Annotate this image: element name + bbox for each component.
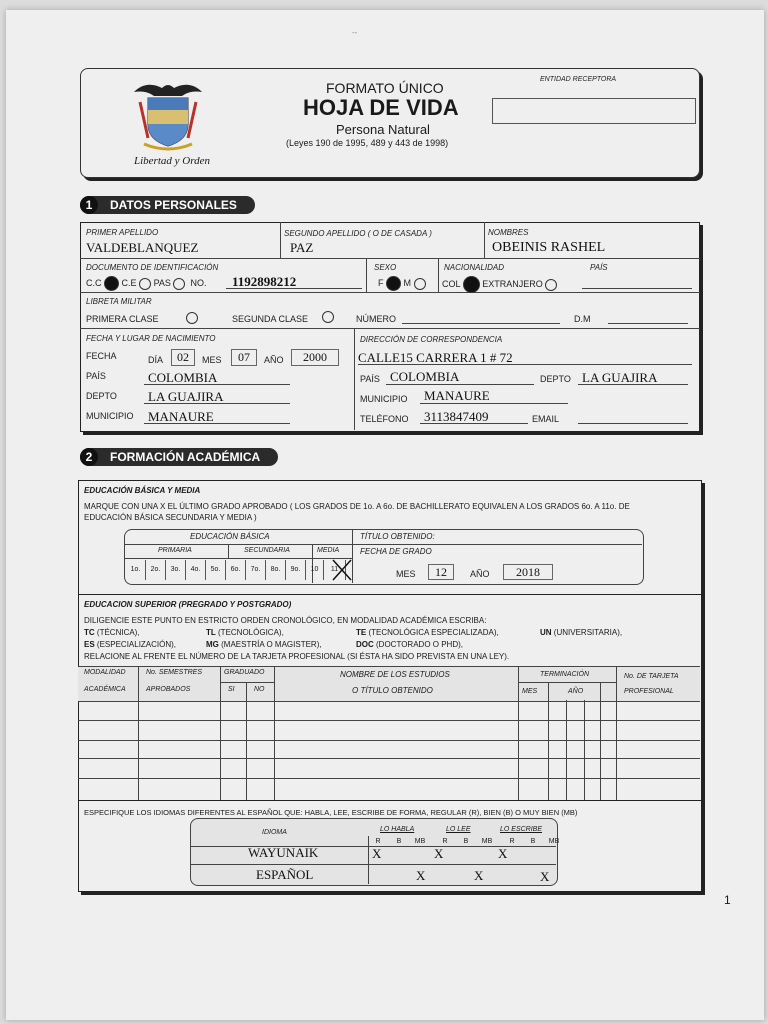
sexo-row [378, 276, 426, 291]
pais-value[interactable]: COLOMBIA [148, 370, 218, 385]
superior-title: EDUCACION SUPERIOR (PREGRADO Y POSTGRADO) [84, 600, 292, 609]
superior-row-1[interactable] [78, 720, 700, 721]
idioma-level-header: MB [414, 838, 426, 845]
f-radio[interactable] [386, 276, 401, 291]
mg-code: MG [206, 640, 219, 649]
grado-anio-field[interactable]: 2018 [503, 564, 553, 580]
idioma-level-header: B [463, 838, 469, 845]
nombres-label: NOMBRES [488, 228, 529, 237]
superior-line-doc [356, 640, 463, 649]
col-anio: AÑO [568, 688, 584, 695]
sexo-label: SEXO [374, 263, 397, 272]
pais-nac-label: PAÍS [590, 263, 608, 272]
idioma-2-habla-mb[interactable]: X [416, 868, 426, 883]
tc-code: TC [84, 628, 95, 637]
extranjero-label: EXTRANJERO [482, 278, 543, 289]
top-mark: -- [352, 28, 358, 37]
idioma-2-lee-mb[interactable]: X [474, 868, 484, 883]
col-terminacion: TERMINACIÓN [540, 671, 589, 678]
basica-title: EDUCACIÓN BÁSICA Y MEDIA [84, 486, 201, 495]
superior-line-te [356, 628, 499, 637]
f-label: F [378, 277, 384, 288]
superior-line-mg [206, 640, 322, 649]
idiomas-instr: ESPECIFIQUE LOS IDIOMAS DIFERENTES AL ESPAÑOL QUE: HABLA, LEE, ESCRIBE DE FORMA, REGULAR (R), BIEN (B) O MUY BIEN (MB) [84, 808, 578, 817]
col-nombre-1: NOMBRE DE LOS ESTUDIOS [340, 670, 450, 679]
mes-field[interactable]: 07 [231, 349, 257, 366]
col-semestres: No. SEMESTRES [146, 669, 203, 676]
idioma-1-name[interactable]: WAYUNAIK [248, 845, 319, 860]
m-label: M [403, 277, 412, 288]
section-1-header [80, 196, 255, 214]
idioma-1-lee-r[interactable]: X [434, 846, 444, 861]
mg-desc: (MAESTRÍA O MAGISTER), [221, 640, 322, 649]
grado-cell[interactable]: 2o. [146, 560, 166, 580]
grado-mes-label: MES [396, 569, 416, 579]
dia-label: DÍA [148, 355, 164, 365]
formato-label: FORMATO ÚNICO [326, 80, 444, 96]
entidad-label: ENTIDAD RECEPTORA [540, 76, 617, 83]
primaria-label: PRIMARIA [158, 547, 192, 554]
es-code: ES [84, 640, 95, 649]
superior-line-tc [84, 628, 140, 637]
entidad-field[interactable] [492, 98, 696, 124]
ed-basica-label: EDUCACIÓN BÁSICA [190, 532, 270, 541]
nombres-value[interactable]: OBEINIS RASHEL [492, 240, 606, 255]
primer-apellido-label: PRIMER APELLIDO [86, 228, 159, 237]
idioma-level-header: B [396, 838, 402, 845]
un-desc: (UNIVERSITARIA), [553, 628, 623, 637]
grado-anio-label: AÑO [470, 569, 490, 579]
grado-cell[interactable]: 10 [306, 560, 324, 580]
municipio-label: MUNICIPIO [86, 411, 134, 421]
te-code: TE [356, 628, 367, 637]
col-academica: ACADÉMICA [84, 686, 126, 693]
segunda-clase-label: SEGUNDA CLASE [232, 314, 309, 324]
municipio-value[interactable]: MANAURE [148, 409, 214, 424]
pais2-value[interactable]: COLOMBIA [390, 369, 460, 384]
depto2-value[interactable]: LA GUAJIRA [582, 370, 658, 385]
segundo-apellido-value[interactable]: PAZ [290, 240, 314, 255]
superior-line-un [540, 628, 622, 637]
cc-label: C.C [86, 277, 102, 288]
page-number: 1 [724, 893, 731, 907]
primera-clase-radio[interactable] [186, 312, 198, 324]
idioma-header: IDIOMA [262, 829, 287, 836]
leyes-text: (Leyes 190 de 1995, 489 y 443 de 1998) [286, 138, 449, 148]
col-mes: MES [522, 688, 538, 695]
doc-type-row [86, 276, 206, 291]
anio-field[interactable]: 2000 [291, 349, 339, 366]
dia-field[interactable]: 02 [171, 349, 195, 366]
doc-code: DOC [356, 640, 374, 649]
primera-clase-label: PRIMERA CLASE [86, 314, 159, 324]
grado-cell[interactable]: 7o. [246, 560, 266, 580]
idioma-level-header: R [509, 838, 515, 845]
page-title: HOJA DE VIDA [303, 95, 459, 120]
fecha-grado-label: FECHA DE GRADO [360, 547, 432, 556]
basica-instr-2: EDUCACIÓN BÁSICA SECUNDARIA Y MEDIA ) [84, 513, 257, 522]
direccion-label: DIRECCIÓN DE CORRESPONDENCIA [360, 335, 503, 344]
subtitle: Persona Natural [336, 122, 430, 137]
segunda-clase-radio[interactable] [322, 311, 334, 323]
grado-cell[interactable]: 8o. [266, 560, 286, 580]
depto-label: DEPTO [86, 391, 117, 401]
lo-habla-header: LO HABLA [380, 826, 415, 833]
pais2-label: PAÍS [360, 374, 380, 384]
te-desc: (TECNOLÓGICA ESPECIALIZADA), [368, 628, 499, 637]
grado-cell[interactable]: 6o. [226, 560, 246, 580]
pas-radio[interactable] [173, 278, 185, 290]
section-2-title: FORMACIÓN ACADÉMICA [110, 450, 261, 464]
media-label: MEDIA [317, 547, 340, 554]
doc-number-value[interactable]: 1192898212 [232, 274, 297, 289]
pais-label: PAÍS [86, 371, 106, 381]
grado-cell[interactable]: 1o. [126, 560, 146, 580]
libreta-label: LIBRETA MILITAR [86, 297, 152, 306]
secundaria-label: SECUNDARIA [244, 547, 290, 554]
extranjero-radio[interactable] [545, 279, 557, 291]
idioma-level-header: R [442, 838, 448, 845]
col-tarjeta-2: PROFESIONAL [624, 688, 674, 695]
municipio2-value[interactable]: MANAURE [424, 388, 490, 403]
pas-label: PAS [153, 277, 171, 288]
m-radio[interactable] [414, 278, 426, 290]
col-label: COL [442, 278, 461, 289]
telefono-label: TELÉFONO [360, 414, 409, 424]
col-graduado: GRADUADO [224, 669, 265, 676]
section-2-header [80, 448, 278, 466]
superior-line-tl [206, 628, 284, 637]
idioma-1-habla-r[interactable]: X [372, 846, 382, 861]
tl-desc: (TECNOLÓGICA), [218, 628, 284, 637]
doc-desc: (DOCTORADO O PHD), [376, 640, 463, 649]
tc-desc: (TÉCNICA), [96, 628, 140, 637]
idioma-2-name[interactable]: ESPAÑOL [256, 867, 314, 882]
grado-cell[interactable]: 9o. [286, 560, 306, 580]
fecha-label: FECHA [86, 351, 117, 361]
col-radio[interactable] [463, 276, 480, 293]
cc-radio[interactable] [104, 276, 119, 291]
depto-value[interactable]: LA GUAJIRA [148, 389, 224, 404]
idioma-1-escribe-r[interactable]: X [498, 846, 508, 861]
col-si: SI [228, 686, 235, 693]
superior-row-3[interactable] [78, 758, 700, 759]
superior-row-4[interactable] [78, 778, 700, 779]
section-1-title: DATOS PERSONALES [110, 198, 237, 212]
col-tarjeta-1: No. DE TARJETA [624, 673, 679, 680]
telefono-value[interactable]: 3113847409 [424, 409, 489, 424]
col-nombre-2: O TÍTULO OBTENIDO [352, 686, 433, 695]
grado-cell[interactable]: 3o. [166, 560, 186, 580]
anio-label: AÑO [264, 355, 284, 365]
email-label: EMAIL [532, 414, 560, 424]
grado-cell[interactable]: 5o. [206, 560, 226, 580]
grado-mes-field[interactable]: 12 [428, 564, 454, 580]
basica-instr-1: MARQUE CON UNA X EL ÚLTIMO GRADO APROBADO ( LOS GRADOS DE 1o. A 6o. DE BACHILLERATO EQUIVALEN A LOS GRADOS 6o. A 11o. DE [84, 502, 630, 511]
section-1-number: 1 [80, 196, 98, 214]
superior-line-1: DILIGENCIE ESTE PUNTO EN ESTRICTO ORDEN CRONOLÓGICO, EN MODALIDAD ACADÉMICA ESCRIBA: [84, 616, 487, 625]
titulo-obtenido-label: TÍTULO OBTENIDO: [360, 532, 435, 541]
motto: Libertad y Orden [134, 155, 210, 167]
col-modalidad: MODALIDAD [84, 669, 126, 676]
grado-11-mark [331, 558, 353, 582]
municipio2-label: MUNICIPIO [360, 394, 408, 404]
superior-row-2[interactable] [78, 740, 700, 741]
idioma-level-header: B [530, 838, 536, 845]
fecha-lugar-label: FECHA Y LUGAR DE NACIMIENTO [86, 334, 216, 343]
numero-label: NÚMERO [356, 314, 396, 324]
ce-radio[interactable] [139, 278, 151, 290]
nacionalidad-label: NACIONALIDAD [444, 263, 505, 272]
idioma-level-header: MB [481, 838, 493, 845]
mes-label: MES [202, 355, 222, 365]
dm-label: D.M [574, 314, 591, 324]
es-desc: (ESPECIALIZACIÓN), [96, 640, 177, 649]
segundo-apellido-label: SEGUNDO APELLIDO ( O DE CASADA ) [284, 229, 432, 238]
idioma-level-header: R [375, 838, 381, 845]
idioma-2-escribe-mb[interactable]: X [540, 869, 550, 884]
grado-cell[interactable]: 4o. [186, 560, 206, 580]
documento-label: DOCUMENTO DE IDENTIFICACIÓN [86, 263, 219, 272]
section-2-number: 2 [80, 448, 98, 466]
superior-line-3: RELACIONE AL FRENTE EL NÚMERO DE LA TARJETA PROFESIONAL (SI ÉSTA HA SIDO PREVISTA EN UNA LEY). [84, 652, 510, 661]
grado-cell[interactable]: 11 [324, 560, 346, 580]
lo-escribe-header: LO ESCRIBE [500, 826, 543, 833]
lo-lee-header: LO LEE [446, 826, 471, 833]
tl-code: TL [206, 628, 216, 637]
idioma-level-header: MB [548, 838, 560, 845]
nacionalidad-row [442, 276, 557, 293]
direccion-value[interactable]: CALLE15 CARRERA 1 # 72 [358, 350, 513, 365]
doc-number-label: NO. [190, 277, 207, 288]
col-no: NO [254, 686, 265, 693]
primer-apellido-value[interactable]: VALDEBLANQUEZ [86, 240, 199, 255]
ce-label: C.E [121, 277, 137, 288]
un-code: UN [540, 628, 552, 637]
depto2-label: DEPTO [540, 374, 571, 384]
superior-line-es [84, 640, 176, 649]
col-aprobados: APROBADOS [146, 686, 191, 693]
